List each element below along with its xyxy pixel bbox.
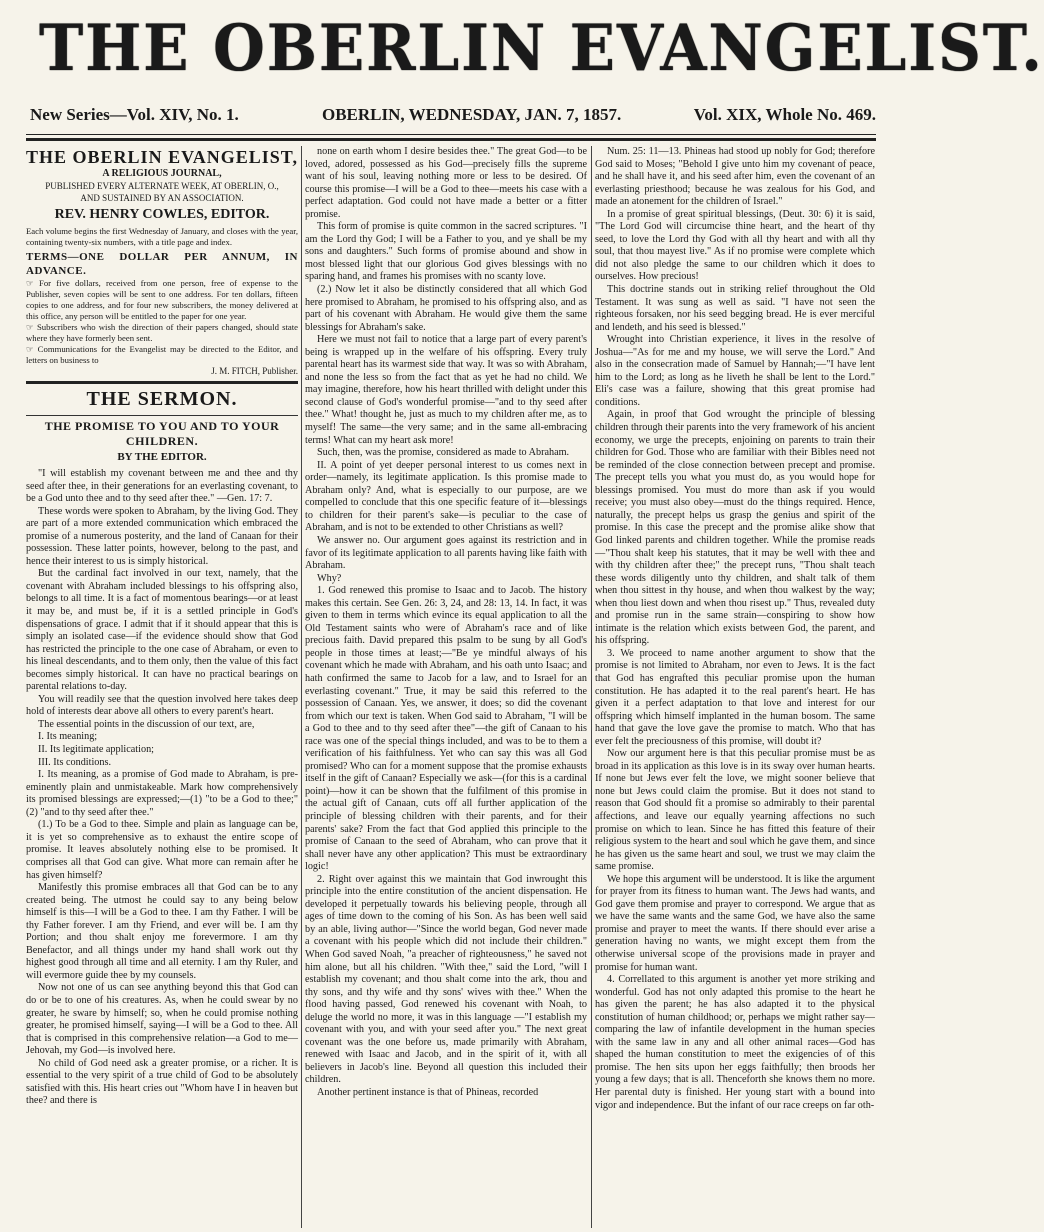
publisher-name: J. M. FITCH, Publisher. xyxy=(211,366,298,376)
paragraph: These words were spoken to Abraham, by the living God. They are part of a more extended communication which embraced the promise of a numerous posterity, and the land of Canaan for their possession. These latter points, however, belong to the past, and hence their interest to us is simply historical. xyxy=(26,505,298,567)
paragraph: 4. Correllated to this argument is another yet more striking and wonderful. God has not only adapted this promise to the heart he has given the parent; he has also adapted it to the physical constitution of human childhood; or, perhaps we might rather say—comparing the law of infantile development in the human species with the same law in any and all other animal races—God has shaped the human constitution to meet the exigencies of of this promise. The hen sits upon her eggs faithfully; then broods her young a few days; that is all. Thenceforth she knows them no more. Her parental duty is finished. Her young start with a bound into vigor and independence. But the infant of our race creeps on far oth- xyxy=(595,974,875,1111)
paragraph: No child of God need ask a greater promise, or a richer. It is essential to the very spirit of a true child of God to be absolutely satisfied with this. His heart cries out "Whom have I in heaven but thee? and there is xyxy=(26,1057,298,1107)
divider xyxy=(26,381,298,384)
publication-info: PUBLISHED EVERY ALTERNATE WEEK, AT OBERLIN, O., xyxy=(45,181,279,191)
paragraph: The essential points in the discussion of our text, are, xyxy=(38,718,255,730)
paper-title: THE OBERLIN EVANGELIST, xyxy=(26,147,298,167)
paragraph: But the cardinal fact involved in our text, namely, that the covenant with Abraham included blessings to his offspring also, belongs to all time. It is a fact of momentous bearings—or at least it may be, and must be, if it is a settled principle in God's dispensations of grace. I admit that if it should appear that this is simply an isolated case—if the evidence should show that God has restricted the principle to the one case of Abraham, or even to his lineal descendants, and to them only, then the value of this fact becomes simply historical. It can have no practical bearings on parental relations to-day. xyxy=(26,568,298,693)
paragraph: I. Its meaning; xyxy=(38,731,98,743)
subscription-terms: TERMS—ONE DOLLAR PER ANNUM, IN ADVANCE. xyxy=(26,251,298,277)
sermon-title: THE PROMISE TO YOU AND TO YOUR CHILDREN. xyxy=(44,419,280,448)
masthead-title: THE OBERLIN EVANGELIST. xyxy=(38,11,1044,86)
association-info: AND SUSTAINED BY AN ASSOCIATION. xyxy=(80,193,244,203)
paragraph: I. Its meaning, as a promise of God made to Abraham, is pre-eminently plain and unmistakeable. Mark how comprehensively its promised blessings are expressed;—(1) "to be a God to thee;" (2) "and to thy seed after thee." xyxy=(26,769,298,818)
paragraph: 1. God renewed this promise to Isaac and to Jacob. The history makes this certain. See Gen. 26: 3, 24, and 28: 13, 14. In fact, it was given to them in terms which evince its equal application to all the Old Testament saints who were of Abraham's race and of like precious faith. David prepared this psalm to be sung by all God's people in those times at least;—"Be ye mindful always of his covenant which he made with Abraham, and his oath unto Isaac; and hath confirmed the same to Jacob for a law, and to Israel for an everlasting covenant." True, it may be said this referred to the possession of Canaan. Yes, we answer, it does; so did the covenant from which our text is taken. When God said to Abraham, "I will be a God to thee and to thy seed after thee"—the gift of Canaan to his race was one of the special things included, and was to be to them a verification of his faithfulness. Yet who can say this was all God promised? Who can for a moment suppose that the promise exhausts itself in the gift of Canaan? Especially we ask—(for this is a cardinal point)—how it can be shown that the fulfilment of this promise in the actual gift of Canaan, cuts off all further application of the principle of blessing children with their parents, and for their parents' sake? From the fact that God applied this principle to the promise of Canaan to the seed of Abraham, who can prove that it shall never have any other application? This must be extraordinary logic! xyxy=(305,585,587,873)
divider xyxy=(26,415,298,416)
series-info: New Series—Vol. XIV, No. 1. xyxy=(30,105,239,124)
notice: ☞ Communications for the Evangelist may be directed to the Editor, and letters on business to xyxy=(26,344,298,365)
paragraph: 3. We proceed to name another argument to show that the promise is not limited to Abraham, nor even to Jews. It is the fact that God has engrafted this peculiar promise upon the human constitution. He has adapted it to the real parent's heart. He has given it a perfect adaptation to that love and interest for our offspring which himself implanted in the human bosom. The same hand that gave the love gave the promise to match. Who that has ever felt the preciousness of this promise, will doubt it? xyxy=(595,647,875,747)
paragraph: We hope this argument will be understood. It is like the argument for prayer from its fitness to human want. The Jews had wants, and God gave them promise and prayer to correspond. We argue that as we have the same wants and the same God, we have also the same promise and prayer to meet the wants. If there should ever arise a generation having no wants, we might except them from the otherwise universal scope of the provisions made in prayer and promise for human want. xyxy=(595,873,875,973)
paragraph: Another pertinent instance is that of Phineas, recorded xyxy=(317,1087,539,1099)
volume-info: Vol. XIX, Whole No. 469. xyxy=(693,105,876,124)
paragraph: Num. 25: 11—13. Phineas had stood up nobly for God; therefore God said to Moses; "Behold I give unto him my covenant of peace, and he shall have it, and his seed after him, even the covenant of an everlasting priesthood; because he was zealous for his God, and made an atonement for the children of Israel." xyxy=(595,146,875,208)
paragraph: Now not one of us can see anything beyond this that God can do or be to one of his creatures. As, when he could swear by no greater, he sware by himself; so, when he could promise nothing greater, he promised himself, saying—I will be a God to thee. All that is comprised in this comprehensive relation—a God to me—Jehovah, my God—is involved here. xyxy=(26,982,298,1057)
paragraph: Such, then, was the promise, considered as made to Abraham. xyxy=(317,447,570,459)
divider xyxy=(26,138,876,141)
paragraph: II. A point of yet deeper personal interest to us comes next in order—namely, its legitimate application. Is this promise made to Abraham only? And, what is especially to our purpose, are we compelled to conclude that this one specific feature of it—blessings to children for their parent's sake—is peculiar to the case of Abraham, and is not to be extended to other Christians as well? xyxy=(305,459,587,534)
paragraph: 2. Right over against this we maintain that God inwrought this principle into the entire constitution of the ancient dispensation. He developed it perpetually towards his believing people, through all ages of time down to the coming of his Son. As has been well said by an able, living author—"Since the world began, God never made a covenant with his people which did not include their children." When God saved Noah, "a preacher of righteousness," he saved not him alone, but all his children. "With thee," said the Lord, "will I establish my covenant; and thou shalt come into the ark, thou and thy sons, and thy wife and thy sons' wives with thee." When the flood having passed, God renewed his covenant with Noah, to deluge the world no more, it was in this language —"I establish my covenant with you, and with your seed after you." The next great covenant was the one before us, made primarily with Abraham, renewed with Isaac and Jacob, and in the spirit of it, with all believers in Jacob's line. Beyond all question this included their children. xyxy=(305,873,587,1086)
paper-subtitle: A RELIGIOUS JOURNAL, xyxy=(102,168,222,179)
volume-note: Each volume begins the first Wednesday of January, and closes with the year, containing twenty-six numbers, with a title page and index. xyxy=(26,226,298,247)
paragraph: (2.) Now let it also be distinctly considered that all which God here promised to Abraham, he promised to his offspring also, and as part of his covenant with Abraham. He would give them the same blessings for Abraham's sake. xyxy=(305,284,587,333)
notice: ☞ Subscribers who wish the direction of their papers changed, should state where they have formerly been sent. xyxy=(26,322,298,343)
paragraph: This form of promise is quite common in the sacred scriptures. "I am the Lord thy God; I will be a Father to you, and ye shall be my sons and daughters." Such forms of promise abound and show in most blessed light that our glorious God gives blessings with no sparing hand, and frames his promises with no scanty love. xyxy=(305,221,587,283)
paragraph: In a promise of great spiritual blessings, (Deut. 30: 6) it is said, "The Lord God will circumcise thine heart, and the heart of thy seed, to love the Lord thy God with all thy heart and with all thy soul, that thou mayest live." As if no promise were complete which did not also pledge the same to our children which it does to ourselves. How precious! xyxy=(595,208,875,283)
paragraph: (1.) To be a God to thee. Simple and plain as language can be, it is yet so comprehensive as to exhaust the entire scope of promise. It leaves absolutely nothing else to be promised. It comprises all that God can give. What more can remain after he has given himself? xyxy=(26,819,298,881)
column-1 xyxy=(26,146,298,1228)
paragraph: II. Its legitimate application; xyxy=(38,744,154,756)
paragraph: Why? xyxy=(317,572,342,584)
paragraph: none on earth whom I desire besides thee." The great God—to be loved, adored, possessed as his God—precisely fills the supreme want of his soul, leaving nothing more or less to be desired. Of course this promise—I will be a God to thee—meets his case with a perfect adaptation. God could not have made a better or a fitter promise. xyxy=(305,146,587,220)
paragraph: Manifestly this promise embraces all that God can be to any created being. The utmost he could say to any being below himself is this—I will be a God to thee. I am thy Father. I will be thy Father forever. I am thy Friend, and ever will be. I am thy Portion; and thou shalt enjoy me forevermore. I am thy Benefactor, and all things under my hand shall work out thy highest good through all time and all eternity. I am thy Ruler, and will evermore guide thee by my counsels. xyxy=(26,882,298,981)
paragraph: We answer no. Our argument goes against its restriction and in favor of its legitimate application to all parents having like faith with Abraham. xyxy=(305,534,587,572)
editor-name: REV. HENRY COWLES, EDITOR. xyxy=(54,207,270,222)
paragraph: Here we must not fail to notice that a large part of every parent's being is wrapped up in the welfare of his offspring. Every truly parental heart has its warmest side that way. It was so with Abraham, and none the less so from the fact that as yet he had no child. We may imagine, therefore, how his heart thrilled with delight under this second clause of God's wonderful promise—"and to thy seed after thee." What! thought he, just as much to my children after me, as to myself! The same—the very same; and in the same all-embracing terms! What can my heart ask more! xyxy=(305,334,587,446)
paragraph: Wrought into Christian experience, it lives in the resolve of Joshua—"As for me and my house, we will serve the Lord." And also in the consecration made of Samuel by Hannah;—"I have lent him to the Lord; as long as he liveth he shall be lent to the Lord." Eli's case was a failure, showing that this great promise had conditions. xyxy=(595,334,875,408)
paragraph: "I will establish my covenant between me and thee and thy seed after thee, in their generations for an everlasting covenant, to be a God unto thee and to thy seed after thee." —Gen. 17: 7. xyxy=(26,468,298,505)
paragraph: You will readily see that the question involved here takes deep hold of interests dear above all others to every parent's heart. xyxy=(26,693,298,718)
place-date: OBERLIN, WEDNESDAY, JAN. 7, 1857. xyxy=(322,105,622,124)
column-rule xyxy=(301,146,302,1228)
paragraph: Again, in proof that God wrought the principle of blessing children through their parents into the very framework of his ancient economy, we urge the precepts, enjoining on parents to train their children for God. Those who are familiar with their Bibles need not be reminded of the close connection between precept and promise. The precept tells you what you must do, as you would hope for blessings promised. You must do more than ask if you would receive; you must also obey—must do the things required. Hence, naturally, the precept helps us grasp the genius and spirit of the promise. In this case the precept and the promise alike show that God linked parents and children together. While the promise reads—"Thou shalt keep his statutes, that it may be well with thee and with thy children after thee;" the precept runs, "Thou shalt teach these words diligently unto thy children, and shalt talk of them when thou sittest in thy house, and when thou walkest by the way; when thou liest down and when thou risest up." Thus, revealed duty and promise run in the same strain—conspiring to show how intimate is the relation which exists between God, the parent, and his offspring. xyxy=(595,409,875,647)
column-3 xyxy=(595,146,875,1228)
column-rule xyxy=(591,146,592,1228)
paragraph: This doctrine stands out in striking relief throughout the Old Testament. It was sung as well as said. "I have not seen the righteous forsaken, nor his seed begging bread. He is ever merciful and lendeth, and his seed is blessed." xyxy=(595,284,875,333)
dateline xyxy=(26,102,876,128)
column-2 xyxy=(305,146,587,1228)
notice: ☞ For five dollars, received from one person, free of expense to the Publisher, seven copies will be sent to one address. For ten dollars, fifteen copies to one address, and for four new subscribers, the money delivered at this office, any person will be entitled to the paper for one year. xyxy=(26,278,298,321)
section-heading: THE SERMON. xyxy=(86,388,238,410)
paragraph: III. Its conditions. xyxy=(38,756,111,768)
divider xyxy=(26,134,876,135)
byline: BY THE EDITOR. xyxy=(117,451,207,463)
paragraph: Now our argument here is that this peculiar promise must be as broad in its application as this love is in its sway over human hearts. If none but Jews ever felt the love, we might sooner believe that none but Jews could claim the promise. But it does not stand to reason that God should fit a promise so admirably to their parental affections, and leave our equally yearning affections no such promise on which to lean. Since he has fitted this feature of their religious system to the heart and soul which he gave them, and since he has given us the same heart and soul, we trust we may claim the same promise. xyxy=(595,748,875,873)
